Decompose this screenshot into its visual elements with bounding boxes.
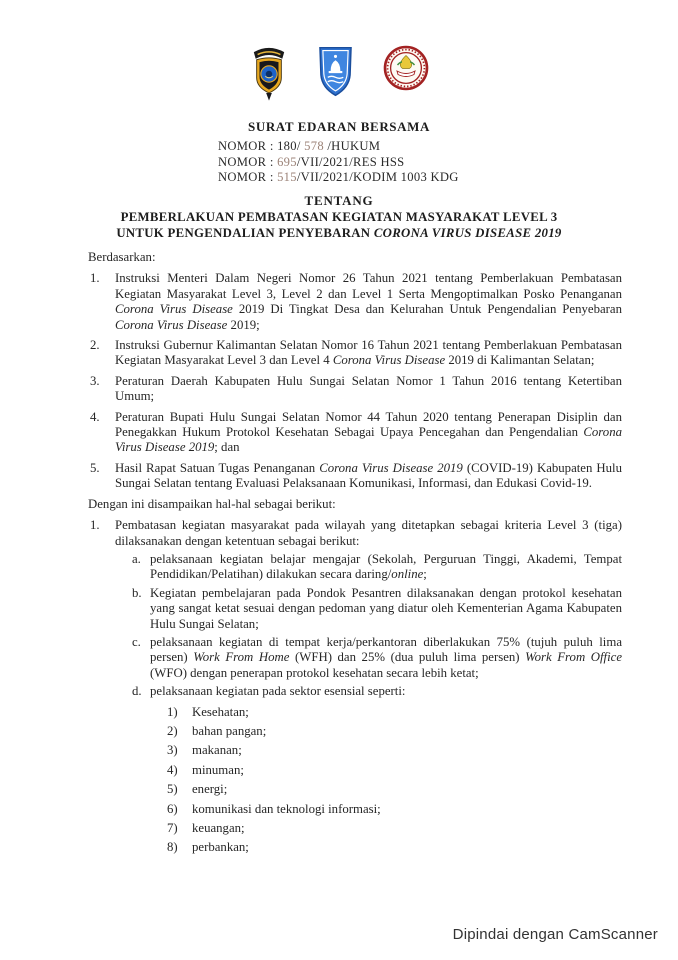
dengan-ini-paragraph: Dengan ini disampaikan hal-hal sebagai berikut:	[88, 496, 336, 511]
sector-text: energi;	[192, 782, 228, 797]
sector-number: 7)	[167, 821, 178, 835]
item-text: Instruksi Gubernur Kalimantan Selatan Nomor 16 Tahun 2021 tentang Pemberlakuan Pembatasan Kegiatan Masyarakat Level 3 dan Level 4 Corona Virus Disease 2019 di Kalimantan Selatan;	[115, 338, 622, 368]
item-letter: c.	[132, 634, 141, 649]
item-text: Peraturan Daerah Kabupaten Hulu Sungai Selatan Nomor 1 Tahun 2016 tentang Ketertiban Umum;	[115, 373, 622, 404]
legal-basis-item	[90, 271, 622, 333]
provision-body	[115, 518, 622, 863]
item-number: 2.	[90, 338, 100, 353]
nomor-block	[218, 139, 459, 186]
item-number: 5.	[90, 460, 100, 475]
nomor-line	[218, 139, 459, 155]
nomor-stamp-number: 695	[277, 154, 297, 169]
sector-item	[167, 763, 622, 778]
item-number: 4.	[90, 409, 100, 424]
sector-number: 3)	[167, 743, 178, 758]
sub-provision-body	[150, 684, 622, 860]
sector-number: 1)	[167, 704, 178, 719]
berdasarkan-label: Berdasarkan:	[88, 250, 156, 264]
sector-number: 2)	[167, 723, 178, 738]
sector-item	[167, 743, 622, 758]
nomor-stamp-number: 578	[304, 139, 324, 153]
item-text: Peraturan Bupati Hulu Sungai Selatan Nomor 44 Tahun 2020 tentang Penerapan Disiplin dan Penegakkan Hukum Protokol Kesehatan Sebagai Upaya Pencegahan dan Pengendalian Corona Virus Disease 2019; dan	[115, 409, 622, 455]
legal-basis-item	[90, 410, 622, 456]
legal-basis-item	[90, 338, 622, 369]
subject-title	[0, 210, 678, 241]
sector-number: 8)	[167, 840, 178, 855]
header-logos	[0, 45, 678, 105]
nomor-suffix: /HUKUM	[323, 139, 381, 153]
kodim-1003-kandangan-emblem-icon	[383, 45, 429, 96]
sub-provision-item	[132, 635, 622, 681]
provision-item	[90, 518, 622, 863]
legal-basis-item	[90, 374, 622, 405]
nomor-prefix: NOMOR : 180/	[218, 139, 305, 153]
provisions-list	[88, 518, 622, 863]
item-text: Hasil Rapat Satuan Tugas Penanganan Corona Virus Disease 2019 (COVID-19) Kabupaten Hulu Sungai Selatan tentang Evaluasi Pelaksanaan Komunikasi, Informasi, dan Edukasi Covid-19.	[115, 460, 622, 491]
item-number: 3.	[90, 373, 100, 388]
item-text: Instruksi Menteri Dalam Negeri Nomor 26 Tahun 2021 tentang Pemberlakuan Pembatasan Kegiatan Masyarakat Level 3, Level 2 dan Level 1 Serta Mengoptimalkan Posko Penanganan Corona Virus Disease 2019 Di Tingkat Desa dan Kelurahan Untuk Pengendalian Penyebaran Corona Virus Disease 2019;	[115, 271, 622, 332]
sub-provision-item	[132, 684, 622, 860]
item-number: 1.	[90, 518, 100, 533]
nomor-line	[218, 170, 459, 186]
sector-number: 4)	[167, 762, 178, 777]
sub-provision-item	[132, 586, 622, 632]
sub-provision-list	[115, 552, 622, 860]
sector-number: 6)	[167, 801, 178, 816]
item-letter: d.	[132, 684, 142, 699]
item-letter: a.	[132, 551, 141, 566]
sector-number: 5)	[167, 782, 178, 797]
document-body	[88, 250, 622, 868]
kabupaten-hulu-sungai-selatan-emblem-icon	[318, 45, 353, 102]
sub-provision-item	[132, 552, 622, 583]
sector-item	[167, 840, 622, 855]
sector-text: Kesehatan;	[192, 704, 249, 719]
sector-item	[167, 724, 622, 739]
sector-text: makanan;	[192, 743, 242, 758]
sector-text: minuman;	[192, 762, 244, 777]
nomor-prefix: NOMOR :	[218, 170, 278, 185]
item-letter: b.	[132, 585, 142, 600]
subject-line-1: PEMBERLAKUAN PEMBATASAN KEGIATAN MASYARAKAT LEVEL 3	[120, 210, 558, 224]
sector-item	[167, 705, 622, 720]
document-title: SURAT EDARAN BERSAMA	[248, 119, 430, 134]
sector-item	[167, 782, 622, 797]
sector-item	[167, 821, 622, 836]
camscanner-watermark: Dipindai dengan CamScanner	[452, 926, 658, 943]
nomor-line	[218, 155, 459, 171]
item-text: pelaksanaan kegiatan di tempat kerja/perkantoran diberlakukan 75% (tujuh puluh lima persen) Work From Home (WFH) dan 25% (dua puluh lima persen) Work From Office (WFO) dengan penerapan protokol kesehatan secara lebih ketat;	[150, 634, 623, 680]
item-number: 1.	[90, 271, 100, 286]
item-text: Kegiatan pembelajaran pada Pondok Pesantren dilaksanakan dengan protokol kesehatan yang sangat ketat sesuai dengan pedoman yang diatur oleh Kementerian Agama Kabupaten Hulu Sungai Selatan;	[150, 585, 622, 631]
sector-text: komunikasi dan teknologi informasi;	[192, 801, 381, 816]
sector-text: perbankan;	[192, 840, 249, 855]
essential-sectors-list	[150, 705, 622, 856]
legal-basis-list	[88, 271, 622, 491]
nomor-suffix: /VII/2021/KODIM 1003 KDG	[296, 170, 459, 185]
nomor-prefix: NOMOR :	[218, 154, 278, 169]
provision-intro: Pembatasan kegiatan masyarakat pada wilayah yang ditetapkan sebagai kriteria Level 3 (tiga) dilaksanakan dengan ketentuan sebagai berikut:	[115, 518, 622, 548]
tentang-label: TENTANG	[304, 193, 374, 208]
polda-kalimantan-selatan-emblem-icon	[250, 45, 288, 108]
nomor-suffix: /VII/2021/RES HSS	[296, 154, 405, 169]
subject-line-2: UNTUK PENGENDALIAN PENYEBARAN CORONA VIRUS DISEASE 2019	[116, 225, 562, 240]
nomor-stamp-number: 515	[277, 170, 297, 185]
item-text: pelaksanaan kegiatan pada sektor esensial seperti:	[150, 684, 406, 699]
item-text: pelaksanaan kegiatan belajar mengajar (Sekolah, Perguruan Tinggi, Akademi, Tempat Pendidikan/Pelatihan) dilakukan secara daring/online;	[150, 551, 622, 582]
sector-text: keuangan;	[192, 821, 245, 835]
legal-basis-item	[90, 461, 622, 492]
sector-text: bahan pangan;	[192, 723, 267, 738]
sector-item	[167, 802, 622, 817]
